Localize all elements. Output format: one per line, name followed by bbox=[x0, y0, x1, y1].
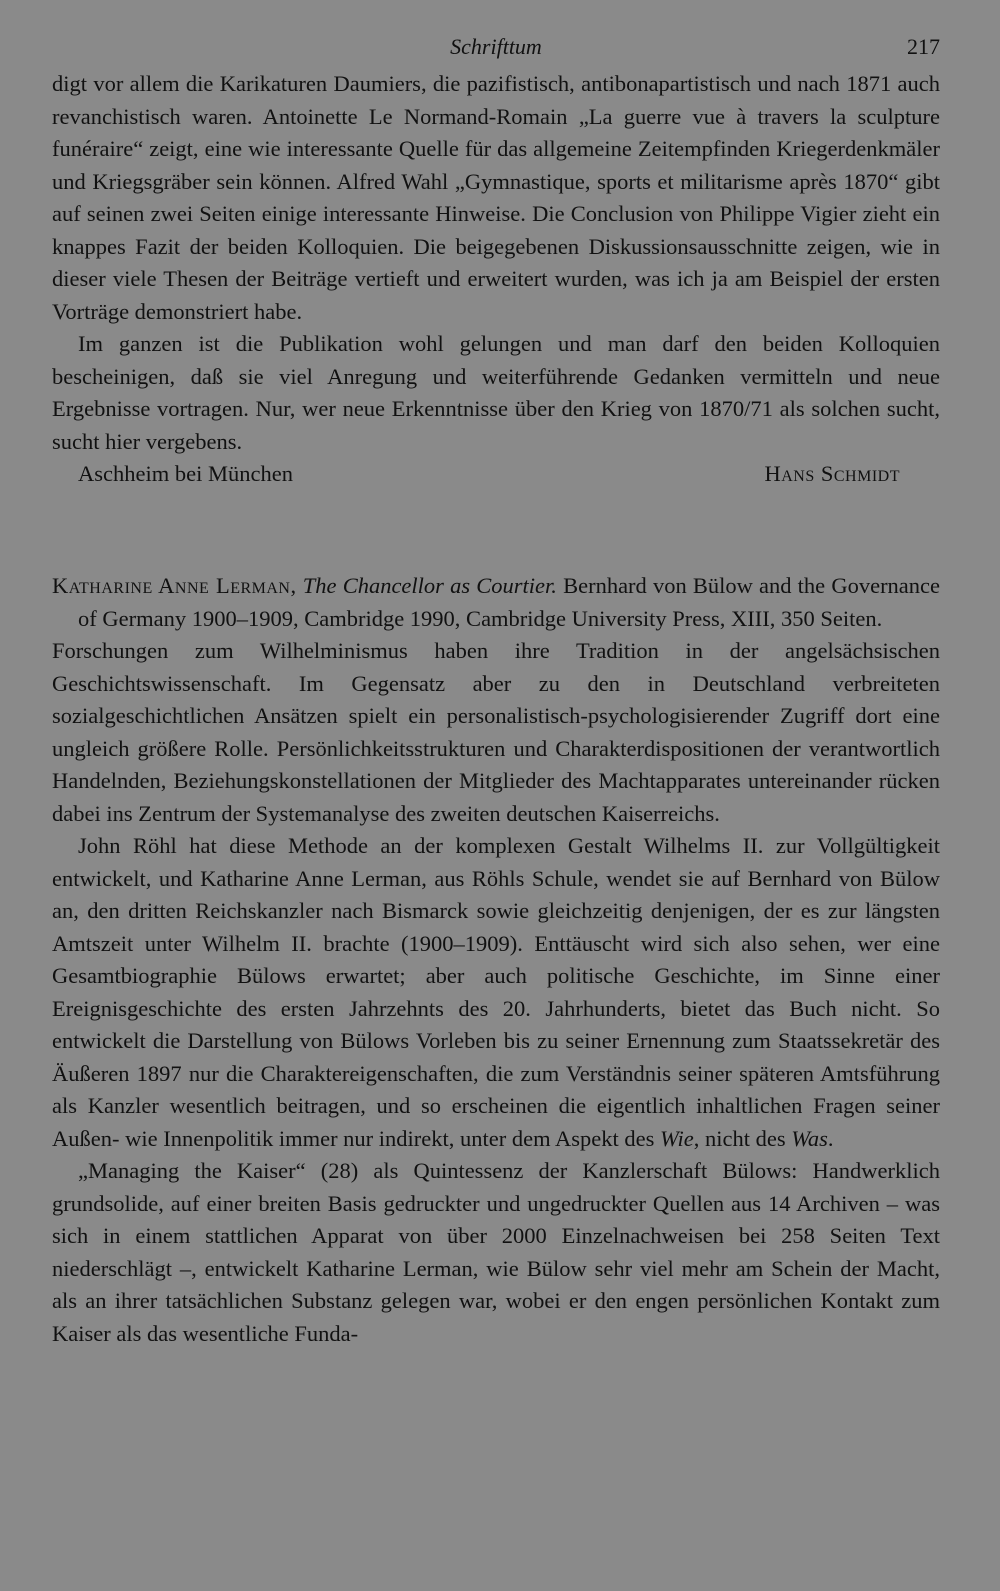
review-paragraph-1: Forschungen zum Wilhelminismus haben ihre Tradition in der angelsächsischen Geschichtswissenschaft. Im Gegensatz aber zu den in Deutschland verbreiteten sozialgeschichtlichen Ansätzen spielt ein personalistisch-psychologisierender Zugriff dort eine ungleich größere Rolle. Persönlichkeitsstrukturen und Charakterdispositionen der verantwortlich Handelnden, Beziehungskonstellationen der Mitglieder des Machtapparates untereinander rücken dabei ins Zentrum der Systemanalyse des zweiten deutschen Kaiserreichs. bbox=[52, 638, 940, 826]
paragraph-conclusion: Im ganzen ist die Publikation wohl gelungen und man darf den beiden Kolloquien bescheinigen, daß sie viel Anregung und weiterführende Gedanken vermitteln und neue Ergebnisse vortragen. Nur, wer neue Erkenntnisse über den Krieg von 1870/71 als solchen sucht, sucht hier vergebens. bbox=[52, 331, 940, 454]
signature-place: Aschheim bei München bbox=[78, 461, 293, 486]
italic-wie: Wie bbox=[660, 1125, 694, 1151]
running-title: Schrifttum bbox=[450, 34, 542, 59]
italic-was: Was bbox=[791, 1125, 828, 1151]
section-spacer bbox=[52, 492, 940, 570]
review-paragraph-3: „Managing the Kaiser“ (28) als Quintessenz der Kanzlerschaft Bülows: Handwerklich grundsolide, auf einer breiten Basis gedruckter und ungedruckter Quellen aus 14 Archiven – was sich in einem stattlichen Apparat von über 2000 Einzelnachweisen bei 258 Seiten Text niederschlägt –, entwickelt Katharine Lerman, wie Bülow sehr viel mehr am Schein der Macht, als an ihrer tatsächlichen Substanz gelegen war, wobei er den engen persönlichen Kontakt zum Kaiser als das wesentliche Funda- bbox=[52, 1158, 940, 1346]
signature-author: Hans Schmidt bbox=[764, 461, 900, 486]
review-book-author: Katharine Anne Lerman, bbox=[52, 573, 297, 598]
paragraph-continuation: digt vor allem die Karikaturen Daumiers, die pazifistisch, antibonapartistisch und nach 1871 auch revanchistisch waren. Antoinette Le Normand-Romain „La guerre vue à travers la sculpture funéraire“ zeigt, eine wie interessante Quelle für das allgemeine Zeitempfinden Kriegerdenkmäler und Kriegsgräber sein können. Alfred Wahl „Gymnastique, sports et militarisme après 1870“ gibt auf seinen zwei Seiten einige interessante Hinweise. Die Conclusion von Philippe Vigier zieht ein knappes Fazit der beiden Kolloquien. Die beigegebenen Diskussionsausschnitte zeigen, wie in dieser viele Thesen der Beiträge vertieft und erweitert wurden, was ich ja am Beispiel der ersten Vorträge demonstriert habe. bbox=[52, 71, 940, 324]
review-book-details: Bernhard von Bülow and the Governance of Germany 1900–1909, Cambridge 1990, Cambridge University Press, XIII, 350 Seiten. bbox=[78, 573, 941, 631]
review-signature bbox=[78, 458, 940, 492]
review-heading bbox=[52, 570, 940, 635]
review-book-title: The Chancellor as Courtier. bbox=[302, 573, 557, 598]
document-page bbox=[52, 28, 940, 1350]
review-paragraph-2-text: John Röhl hat diese Methode an der komplexen Gestalt Wilhelms II. zur Vollgültigkeit entwickelt, und Katharine Anne Lerman, aus Röhls Schule, wendet sie auf Bernhard von Bülow an, den dritten Reichskanzler nach Bismarck sowie gleichzeitig denjenigen, der es zur längsten Amtszeit unter Wilhelm II. brachte (1900–1909). Enttäuscht wird sich also sehen, wer eine Gesamtbiographie Bülows erwartet; aber auch politische Geschichte, im Sinne einer Ereignisgeschichte des ersten Jahrzehnts des 20. Jahrhunderts, bietet das Buch nicht. So entwickelt die Darstellung von Bülows Vorleben bis zu seiner Ernennung zum Staatssekretär des Äußeren 1897 nur die Charaktereigenschaften, die zum Verständnis seiner späteren Amtsführung als Kanzler wesentlich beitragen, und so erscheinen die eigentlich inhaltlichen Fragen seiner Außen- wie Innenpolitik immer nur indirekt, unter dem Aspekt des bbox=[52, 833, 940, 1151]
review-paragraph-2-end: . bbox=[827, 1125, 834, 1151]
page-number: 217 bbox=[907, 34, 940, 59]
review-paragraph-2 bbox=[52, 830, 940, 1155]
review-paragraph-2-mid: , nicht des bbox=[693, 1125, 786, 1151]
page-header bbox=[52, 28, 940, 68]
